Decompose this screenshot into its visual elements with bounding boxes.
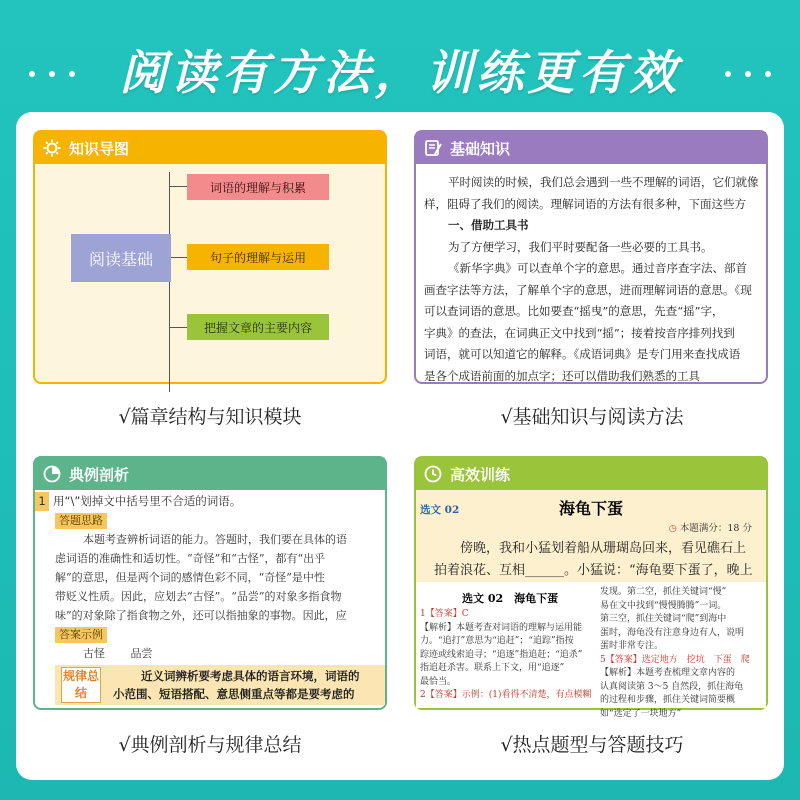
card-example-analysis-header [35, 458, 385, 490]
card-efficient-training-header [416, 458, 766, 490]
answer-row [35, 644, 385, 663]
text-line: 近义词辨析要考虑具体的语言环境，词语的 [141, 669, 360, 683]
text-line: 味”的对象除了指食物之外，还可以指抽象的事物。因此，应 [55, 609, 347, 622]
score-text: 本题满分：18 分 [679, 523, 752, 534]
page-title: 阅读有方法，训练更有效 [119, 46, 681, 101]
text-line: 发现。第二空，抓住关键词“慢” [600, 587, 727, 597]
notepad-icon [424, 139, 442, 157]
mind-map-branch [169, 257, 187, 258]
text-line: 踪迹或线索追寻；“追逐”指追赶；“追杀” [420, 649, 583, 660]
text-line: 易在文中找到“慢慢腾腾”一词。 [600, 600, 727, 611]
text-line: 傍晚，我和小猛划着船从珊瑚岛回来，看见礁石上 [460, 541, 747, 556]
text-line: 蛋时，海龟没有注意身边有人，说明 [600, 627, 745, 638]
text-line: 解”的意思，但是两个词的感情色彩不同，“奇怪”是中性 [55, 571, 325, 584]
text-line: 带贬义性质。因此，应划去“古怪”。“品尝”的对象多指食物 [55, 590, 342, 603]
text-line: 画查字法等方法，了解单个字的意思，进而理解词语的意思。《现 [424, 282, 752, 297]
rule-summary-tag: 规律总结 [61, 667, 101, 703]
clock-small-icon: ◷ [668, 523, 677, 534]
example-analysis-body [35, 490, 385, 708]
title-bar [0, 22, 800, 106]
text-line: 可以查词语的意思。比如要查“摇曳”的意思，先查“摇”字， [424, 304, 724, 318]
answer-word: 品尝 [130, 647, 153, 660]
text-line: 字典》的查法，在词典正文中找到“摇”；接着按音序排列找到 [424, 325, 735, 340]
card-efficient-training [414, 456, 768, 719]
text-line: 为了方便学习，我们平时要配备一些必要的工具书。 [448, 239, 713, 254]
text-line: 1【答案】C [420, 609, 469, 619]
basic-knowledge-text [424, 172, 766, 387]
text-line: 2【答案】示例：(1)看得不清楚，有点模糊 [420, 690, 592, 700]
caption-example-analysis: √典例剖析与规律总结 [118, 734, 302, 756]
text-line: 词语，就可以知道它的解释。《成语词典》是专门用来查找成语 [424, 347, 741, 361]
answer-right-column [600, 586, 768, 721]
card-mind-map [33, 130, 387, 384]
card-efficient-training-title: 高效训练 [450, 465, 511, 484]
text-line: 认真阅读第 3～5 自然段，抓住海龟 [600, 681, 744, 692]
card-example-analysis [33, 456, 387, 710]
text-line: 本题考查辨析词语的能力。答题时，我们要在具体的语 [83, 533, 347, 546]
mind-map-node: 把握文章的主要内容 [187, 314, 329, 340]
rule-summary-box [55, 665, 385, 705]
card-basic-knowledge [414, 130, 768, 384]
text-line: 样，阻碍了我们的阅读。理解词语的方法有很多种，下面这些方 [424, 196, 746, 211]
caption-basic-knowledge: √基础知识与阅读方法 [500, 406, 684, 428]
card-mind-map-header [35, 132, 385, 164]
text-line: 5【答案】选定地方 挖坑 下蛋 爬 [600, 654, 750, 665]
story-text [434, 538, 753, 582]
question-row [35, 490, 385, 511]
text-line: 指追赶杀害。联系上下文，用“追逐” [420, 663, 565, 673]
text-line: 如“选定了一块地方” [600, 708, 682, 719]
question-text: 用“\”划掉文中括号里不合适的词语。 [53, 494, 242, 508]
answer-word: 古怪 [83, 647, 105, 660]
mind-map-root: 阅读基础 [71, 234, 171, 282]
text-line: 是各个成语前面的加点字；还可以借助我们熟悉的工具 [424, 368, 700, 383]
mind-map-node: 句子的理解与运用 [187, 244, 329, 270]
text-line: 第三空，抓住关键词“爬”到海中 [600, 614, 727, 624]
text-line: 的过程和步骤，抓住关键词简要概 [600, 695, 736, 705]
story-section [416, 490, 766, 582]
answer-left-column [420, 608, 594, 703]
story-title: 海龟下蛋 [558, 499, 623, 518]
caption-mind-map: √篇章结构与知识模块 [118, 406, 302, 428]
answer-section-title: 选文 02 海龟下蛋 [462, 592, 559, 605]
sun-icon [43, 139, 61, 157]
card-basic-knowledge-header [416, 132, 766, 164]
text-line: 虑词语的准确性和适切性。“奇怪”和“古怪”，都有“出乎 [55, 552, 326, 565]
question-number: 1 [35, 492, 49, 511]
answer-section [416, 582, 766, 719]
mind-map-branch [169, 327, 187, 328]
text-line: 拍着浪花、互相______。小猛说：“海龟要下蛋了，晚上 [434, 563, 753, 578]
card-mind-map-title: 知识导图 [69, 139, 130, 158]
text-line: 力。“追打”意思为“追赶”；“追踪”指按 [420, 636, 574, 646]
mind-map-branch [169, 186, 187, 187]
mind-map-node: 词语的理解与积累 [187, 174, 329, 200]
text-line: 小范围、短语搭配、意思侧重点等都是要考虑的 [113, 687, 355, 701]
text-line: 最恰当。 [420, 676, 457, 687]
text-line: 蛋时非常专注。 [600, 641, 664, 651]
text-line: 平时阅读的时候，我们总会遇到一些不理解的词语，它们就像 [448, 175, 759, 189]
story-label: 选文 02 [420, 504, 460, 516]
caption-efficient-training: √热点题型与答题技巧 [500, 734, 684, 756]
mind-map-trunk [169, 172, 170, 392]
rule-summary-text [113, 667, 360, 703]
text-line: 【解析】本题考查梳理文章内容的 [600, 668, 736, 678]
pie-icon [43, 465, 61, 483]
text-line: 《新华字典》可以查单个字的意思。通过音序查字法、部首 [448, 261, 747, 275]
card-example-analysis-title: 典例剖析 [69, 465, 130, 484]
decor-dots-right [718, 62, 778, 81]
tag-answer-example: 答案示例 [55, 627, 107, 643]
clock-icon [424, 465, 442, 483]
score-row [669, 520, 752, 534]
card-basic-knowledge-title: 基础知识 [450, 139, 511, 158]
tag-answer-approach: 答题思路 [55, 513, 107, 529]
section-heading: 一、借助工具书 [448, 218, 529, 232]
text-line: 【解析】本题考查对词语的理解与运用能 [420, 622, 583, 633]
